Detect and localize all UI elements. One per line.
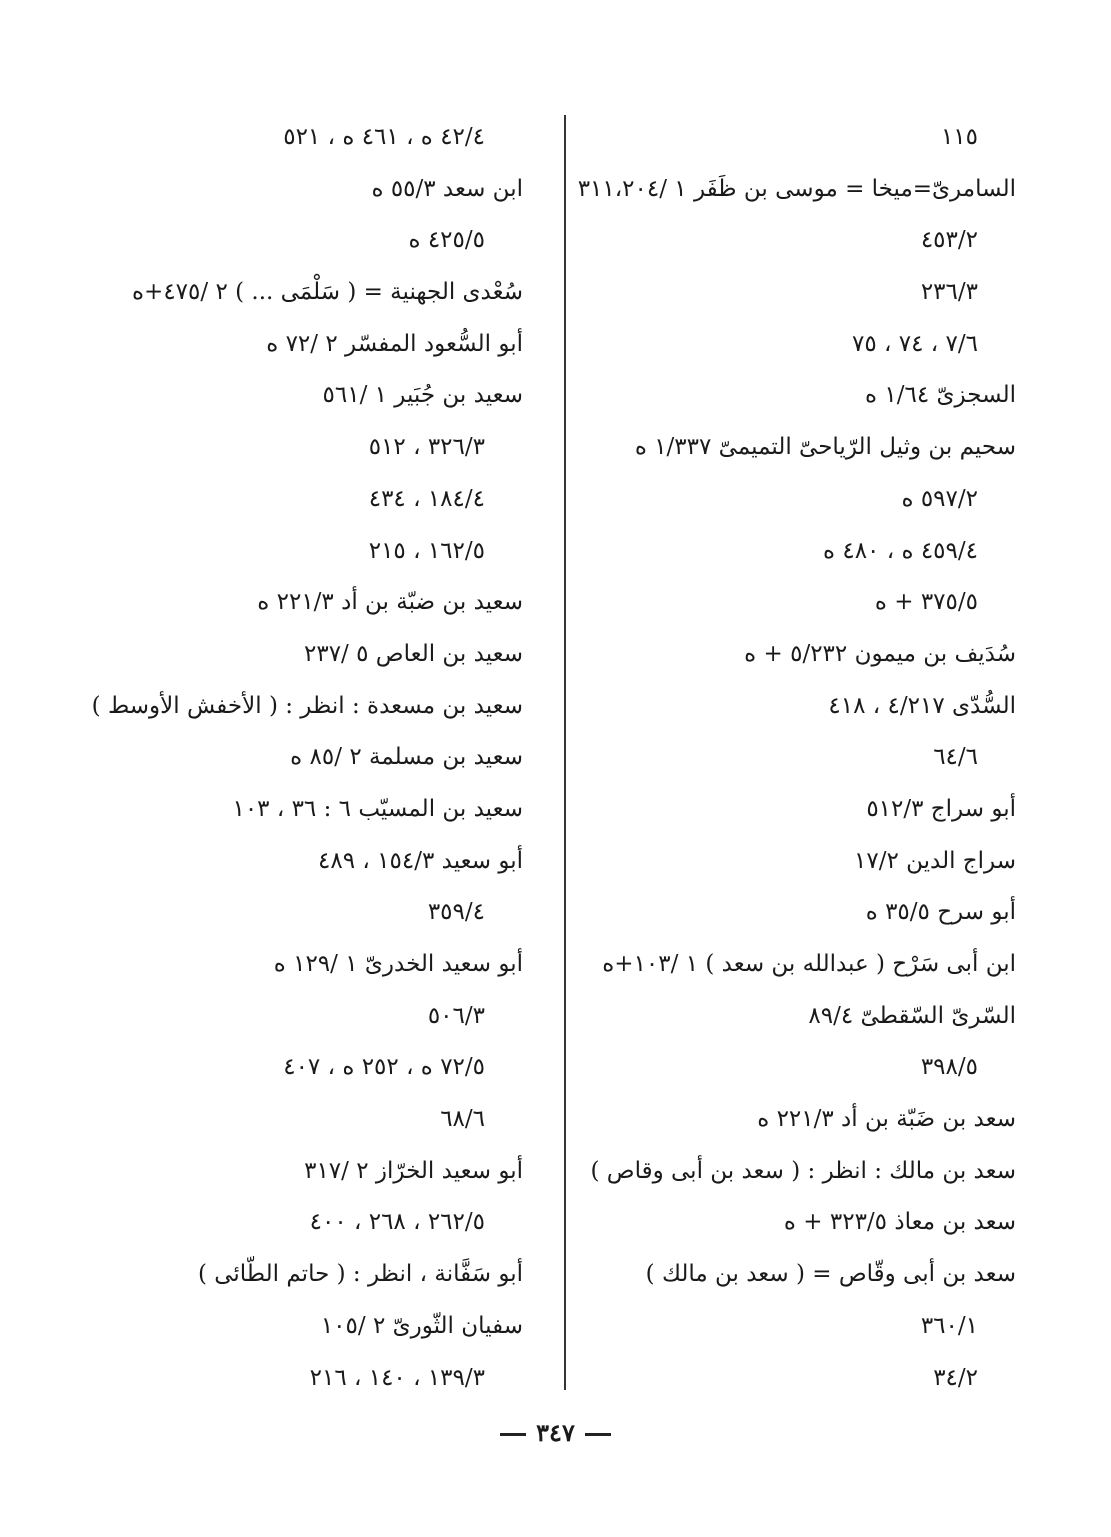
- index-entry: سُعْدى الجهنية = ( سَلْمَى ... ) ٢ /٤٧٥+ه: [132, 279, 523, 306]
- index-column-right: [546, 112, 1016, 1404]
- index-column-left: [93, 112, 523, 1404]
- index-entry: أبو سعيد ١٥٤/٣ ، ٤٨٩: [318, 847, 523, 874]
- index-entry: ٤٥٣/٢: [920, 227, 978, 254]
- page-footer: [0, 1418, 1111, 1447]
- index-entry: ٧٢/٥ ه ، ٢٥٢ ه ، ٤٠٧: [283, 1054, 485, 1081]
- index-entry: أبو سراج ٥١٢/٣: [866, 795, 1016, 822]
- index-entry: ٣٤/٢: [933, 1364, 978, 1391]
- index-entry: أبو سَفَّانة ، انظر : ( حاتم الطّائى ): [197, 1261, 523, 1288]
- index-entry: أبو السُّعود المفسّر ٢ /٧٢ ه: [266, 330, 523, 357]
- index-entry: سعد بن أبى وقّاص = ( سعد بن مالك ): [645, 1261, 1016, 1288]
- footer-dash-left: [500, 1433, 526, 1436]
- index-entry: سعيد بن جُبَير ١ /٥٦١: [322, 382, 523, 409]
- index-entry: السجزىّ ١/٦٤ ه: [865, 382, 1016, 409]
- index-entry: ١٨٤/٤ ، ٤٣٤: [368, 485, 485, 512]
- index-entry: ٤٢٥/٥ ه: [408, 227, 485, 254]
- index-entry: سعد بن ضَبّة بن أد ٢٢١/٣ ه: [757, 1106, 1016, 1133]
- index-entry: ٤٢/٤ ه ، ٤٦١ ه ، ٥٢١: [283, 124, 485, 150]
- index-entry: سفيان الثّورىّ ٢ /١٠٥: [320, 1312, 523, 1339]
- index-entry: ٣٦٠/١: [920, 1312, 978, 1339]
- index-entry: السامرىّ=ميخا = موسى بن ظَفَر ١ /٣١١،٢٠٤: [577, 175, 1016, 202]
- column-divider: [564, 115, 566, 1390]
- index-entry: السّرىّ السّقطىّ ٨٩/٤: [808, 1002, 1016, 1029]
- index-entry: سعيد بن ضبّة بن أد ٢٢١/٣ ه: [257, 589, 523, 616]
- index-entry: سعيد بن مسلمة ٢ /٨٥ ه: [290, 744, 523, 771]
- index-entry: ١٦٢/٥ ، ٢١٥: [368, 537, 485, 564]
- index-entry: ٣٧٥/٥ + ه: [874, 589, 978, 616]
- index-entry: أبو سعيد الخرّاز ٢ /٣١٧: [304, 1157, 523, 1184]
- index-entry: سحيم بن وثيل الرّياحىّ التميمىّ ١/٣٣٧ ه: [634, 434, 1016, 461]
- index-entry: سعد بن مالك : انظر : ( سعد بن أبى وقاص ): [590, 1157, 1016, 1184]
- index-entry: ابن سعد ٥٥/٣ ه: [371, 175, 523, 202]
- index-entry: سعيد بن العاص ٥ /٢٣٧: [303, 640, 523, 667]
- index-entry: ابن أبى سَرْح ( عبدالله بن سعد ) ١ /١٠٣+ه: [602, 951, 1016, 977]
- index-entry: ٣٥٩/٤: [427, 899, 485, 926]
- page-number: ٣٤٧: [536, 1418, 575, 1447]
- index-entry: أبو سعيد الخدرىّ ١ /١٢٩ ه: [273, 951, 523, 977]
- index-entry: سُدَيف بن ميمون ٥/٢٣٢ + ه: [744, 640, 1016, 667]
- index-entry: ١٣٩/٣ ، ١٤٠ ، ٢١٦: [309, 1364, 485, 1391]
- index-entry: ٦٨/٦: [440, 1106, 485, 1133]
- index-entry: ٧/٦ ، ٧٤ ، ٧٥: [852, 330, 978, 357]
- index-entry: ٦٤/٦: [933, 744, 978, 771]
- index-entry: سعيد بن مسعدة : انظر : ( الأخفش الأوسط ): [91, 692, 523, 719]
- index-entry: ٢٦٢/٥ ، ٢٦٨ ، ٤٠٠: [309, 1209, 485, 1236]
- index-entry: سعد بن معاذ ٣٢٣/٥ + ه: [783, 1209, 1016, 1236]
- index-entry: سراج الدين ١٧/٢: [853, 847, 1016, 874]
- footer-dash-right: [585, 1433, 611, 1436]
- index-entry: السُّدّى ٤/٢١٧ ، ٤١٨: [828, 692, 1016, 719]
- index-entry: ٣٩٨/٥: [920, 1054, 978, 1081]
- index-entry: ٥٩٧/٢ ه: [901, 485, 978, 512]
- index-entry: سعيد بن المسيّب ٦ : ٣٦ ، ١٠٣: [232, 795, 523, 822]
- index-entry: ٥٠٦/٣: [427, 1002, 485, 1029]
- index-entry: ١١٥: [940, 124, 978, 150]
- index-entry: ٤٥٩/٤ ه ، ٤٨٠ ه: [822, 537, 978, 564]
- index-entry: ٣٢٦/٣ ، ٥١٢: [368, 434, 485, 461]
- index-entry: ٢٣٦/٣: [920, 279, 978, 306]
- index-entry: أبو سرح ٣٥/٥ ه: [865, 899, 1016, 926]
